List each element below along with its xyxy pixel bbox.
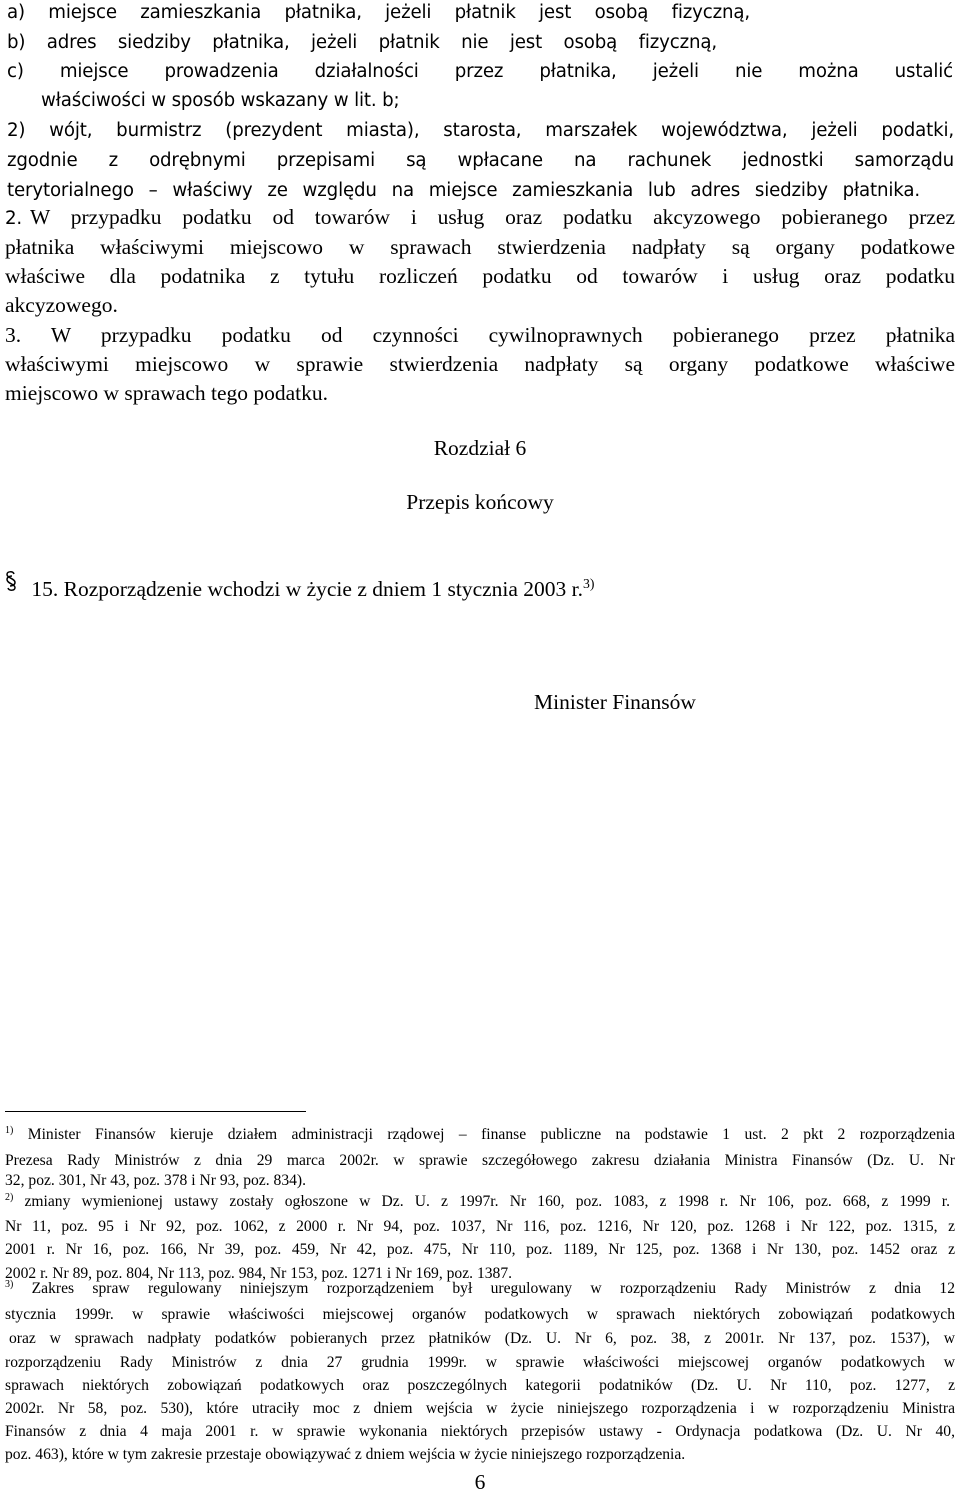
section-2-line-4: akcyzowego.	[5, 293, 118, 317]
footnote-1-line-3: 32, poz. 301, Nr 43, poz. 378 i Nr 93, poz. 834).	[5, 1172, 307, 1189]
section-2-line-3: właściwe dla podatnika z tytułu rozliczeń podatku od towarów i usług oraz podatku	[5, 264, 955, 288]
section-3-line-3: miejscowo w sprawach tego podatku.	[5, 381, 329, 405]
footnote-ref-3: 3)	[583, 575, 595, 591]
item-a: a) miejsce zamieszkania płatnika, jeżeli płatnik jest osobą fizyczną,	[7, 2, 750, 23]
section-3-line-2: właściwymi miejscowo w sprawie stwierdzenia nadpłaty są organy podatkowe właściwe	[5, 352, 955, 376]
footnote-2-line-4: 2002 r. Nr 89, poz. 804, Nr 113, poz. 984, Nr 153, poz. 1271 i Nr 169, poz. 1387.	[5, 1265, 513, 1282]
section-2-number: 2.	[5, 208, 23, 229]
footnote-3-line-7: Finansów z dnia 4 maja 2001 r. w sprawie wykonania niektórych przepisów ustawy - Ordynacja podatkowa (Dz. U. Nr 40,	[5, 1423, 955, 1440]
footnote-3-line-6: 2002r. Nr 58, poz. 530), które utraciły moc z dniem wejścia w życie niniejszego rozporządzenia i w rozporządzeniu Ministra	[5, 1400, 955, 1417]
chapter-number: Rozdział 6	[433, 436, 527, 460]
chapter-title: Przepis końcowy	[406, 490, 554, 514]
footnote-1-line-1: $^{1)}$ Minister Finansów kieruje działem administracji rządowej – finanse publiczne na podstawie 1 ust. 2 pkt 2 rozporządzenia	[5, 1124, 955, 1143]
signature: Minister Finansów	[534, 690, 696, 714]
footnote-separator	[5, 1111, 306, 1112]
final-section-text: 15. Rozporządzenie wchodzi w życie z dniem 1 stycznia 2003 r.	[31, 577, 584, 601]
footnote-3-mark: 3)	[5, 1278, 14, 1290]
point-2-line-2: zgodnie z odrębnymi przepisami są wpłacane na rachunek jednostki samorządu	[7, 150, 954, 171]
footnote-3-line-1: $^{3)}$ Zakres spraw regulowany niniejszym rozporządzeniem był uregulowany w rozporządzeniu Rady Ministrów z dnia 12	[5, 1278, 955, 1297]
footnote-3-line-8: poz. 463), które w tym zakresie przestaje obowiązywać z dniem wejścia w życie niniejszego rozporządzenia.	[5, 1446, 686, 1463]
section-2-line-1: W przypadku podatku od towarów i usług oraz podatku akcyzowego pobieranego przez	[30, 205, 955, 229]
footnote-2-line-1: $^{2)}$ zmiany wymienionej ustawy zostały ogłoszone w Dz. U. z 1997r. Nr 160, poz. 1083, z 1998 r. Nr 106, poz. 668, z 1999 r.	[5, 1191, 950, 1210]
item-c-line-2: właściwości w sposób wskazany w lit. b;	[41, 90, 400, 111]
page-number: 6	[474, 1470, 486, 1494]
footnote-2-line-2: Nr 11, poz. 95 i Nr 92, poz. 1062, z 2000 r. Nr 94, poz. 1037, Nr 116, poz. 1216, Nr 120, poz. 1268 i Nr 122, poz. 1315, z	[5, 1218, 955, 1235]
footnote-1-mark: 1)	[5, 1124, 14, 1136]
footnote-1-line-2: Prezesa Rady Ministrów z dnia 29 marca 2002r. w sprawie szczegółowego zakresu działania Ministra Finansów (Dz. U. Nr	[5, 1152, 955, 1169]
item-b: b) adres siedziby płatnika, jeżeli płatnik nie jest osobą fizyczną,	[7, 32, 717, 53]
footnote-3-line-3: oraz w sprawach nadpłaty podatków pobieranych przez płatników (Dz. U. Nr 6, poz. 38, z 2001r. Nr 137, poz. 1537), w	[9, 1330, 955, 1347]
section-3-line-1: 3. W przypadku podatku od czynności cywilnoprawnych pobieranego przez płatnika	[5, 323, 955, 347]
section-2-line-2: płatnika właściwymi miejscowo w sprawach stwierdzenia nadpłaty są organy podatkowe	[5, 235, 955, 259]
point-2-line-1: 2) wójt, burmistrz (prezydent miasta), starosta, marszałek województwa, jeżeli podatki,	[7, 120, 954, 141]
point-2-line-3: terytorialnego – właściwy ze względu na miejsce zamieszkania lub adres siedziby płatnika.	[7, 180, 920, 201]
item-c-line-1: c) miejsce prowadzenia działalności przez płatnika, jeżeli nie można ustalić	[7, 61, 953, 82]
final-section	[5, 572, 595, 602]
footnote-3-line-2: stycznia 1999r. w sprawie właściwości miejscowej organów podatkowych w sprawach niektórych zobowiązań podatkowych	[5, 1306, 955, 1323]
footnote-2-line-3: 2001 r. Nr 16, poz. 166, Nr 39, poz. 459, Nr 42, poz. 475, Nr 110, poz. 1189, Nr 125, poz. 1368 i Nr 130, poz. 1452 oraz z	[5, 1241, 955, 1258]
section-sign-icon	[5, 570, 8, 594]
footnote-3-line-5: sprawach niektórych zobowiązań podatkowych oraz poszczególnych kategorii podatników (Dz. U. Nr 110, poz. 1277, z	[5, 1377, 955, 1394]
footnote-2-mark: 2)	[5, 1191, 14, 1203]
footnote-3-line-4: rozporządzeniu Rady Ministrów z dnia 27 grudnia 1999r. w sprawie właściwości miejscowej organów podatkowych w	[5, 1354, 955, 1371]
